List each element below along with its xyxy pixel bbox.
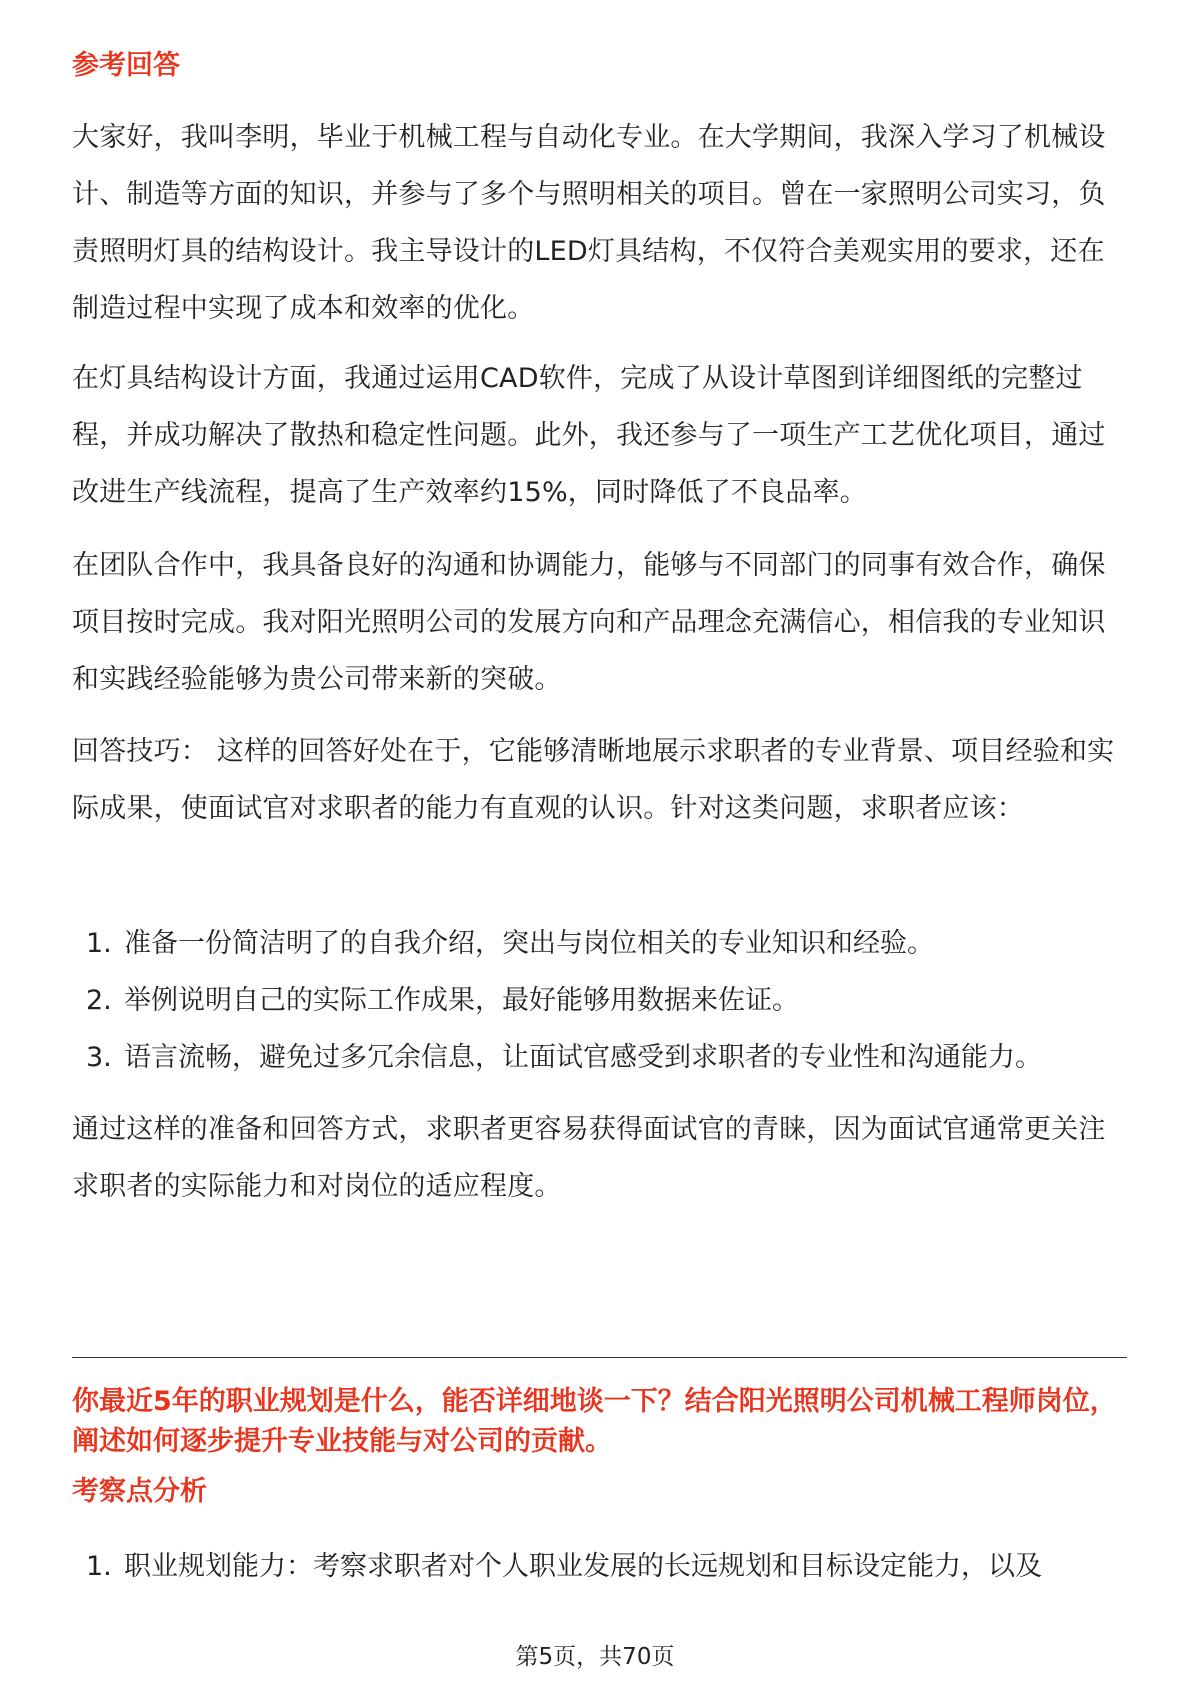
list-item — [86, 915, 1126, 972]
list-number: 3. — [86, 1042, 112, 1073]
paragraph-design: 在灯具结构设计方面，我通过运用CAD软件，完成了从设计草图到详细图纸的完整过程，并成功解决了散热和稳定性问题。此外，我还参与了一项生产工艺优化项目，通过改进生产线流程，提高了生产效率约15%，同时降低了不良品率。 — [72, 363, 1106, 508]
paragraph-tips-intro: 回答技巧： 这样的回答好处在于，它能够清晰地展示求职者的专业背景、项目经验和实际成果，使面试官对求职者的能力有直观的认识。针对这类问题，求职者应该： — [72, 736, 1115, 824]
list-number: 1. — [86, 928, 112, 959]
list-item — [86, 1029, 1126, 1086]
paragraph-closing: 通过这样的准备和回答方式，求职者更容易获得面试官的青睐，因为面试官通常更关注求职者的实际能力和对岗位的适应程度。 — [72, 1114, 1106, 1202]
document-page — [72, 0, 1132, 1684]
list-text: 语言流畅，避免过多冗余信息，让面试官感受到求职者的专业性和沟通能力。 — [124, 1042, 1042, 1073]
analysis-list — [86, 1538, 1126, 1595]
tips-list — [86, 915, 1126, 1086]
list-item — [86, 972, 1126, 1029]
interview-question: 你最近5年的职业规划是什么，能否详细地谈一下？结合阳光照明公司机械工程师岗位，阐述如何逐步提升专业技能与对公司的贡献。 — [72, 1386, 1117, 1457]
section-divider — [72, 1357, 1127, 1358]
section-title: 参考回答 — [72, 50, 180, 81]
list-item — [86, 1538, 1126, 1595]
list-text: 举例说明自己的实际工作成果，最好能够用数据来佐证。 — [124, 985, 799, 1016]
page-number: 第5页，共70页 — [515, 1644, 675, 1670]
list-text: 职业规划能力：考察求职者对个人职业发展的长远规划和目标设定能力，以及 — [124, 1551, 1042, 1582]
list-number: 2. — [86, 985, 112, 1016]
list-number: 1. — [86, 1551, 112, 1582]
paragraph-intro: 大家好，我叫李明，毕业于机械工程与自动化专业。在大学期间，我深入学习了机械设计、制造等方面的知识，并参与了多个与照明相关的项目。曾在一家照明公司实习，负责照明灯具的结构设计。我主导设计的LED灯具结构，不仅符合美观实用的要求，还在制造过程中实现了成本和效率的优化。 — [72, 122, 1106, 324]
list-text: 准备一份简洁明了的自我介绍，突出与岗位相关的专业知识和经验。 — [124, 928, 934, 959]
paragraph-teamwork: 在团队合作中，我具备良好的沟通和协调能力，能够与不同部门的同事有效合作，确保项目按时完成。我对阳光照明公司的发展方向和产品理念充满信心，相信我的专业知识和实践经验能够为贵公司带来新的突破。 — [72, 550, 1106, 695]
analysis-title: 考察点分析 — [72, 1476, 207, 1507]
